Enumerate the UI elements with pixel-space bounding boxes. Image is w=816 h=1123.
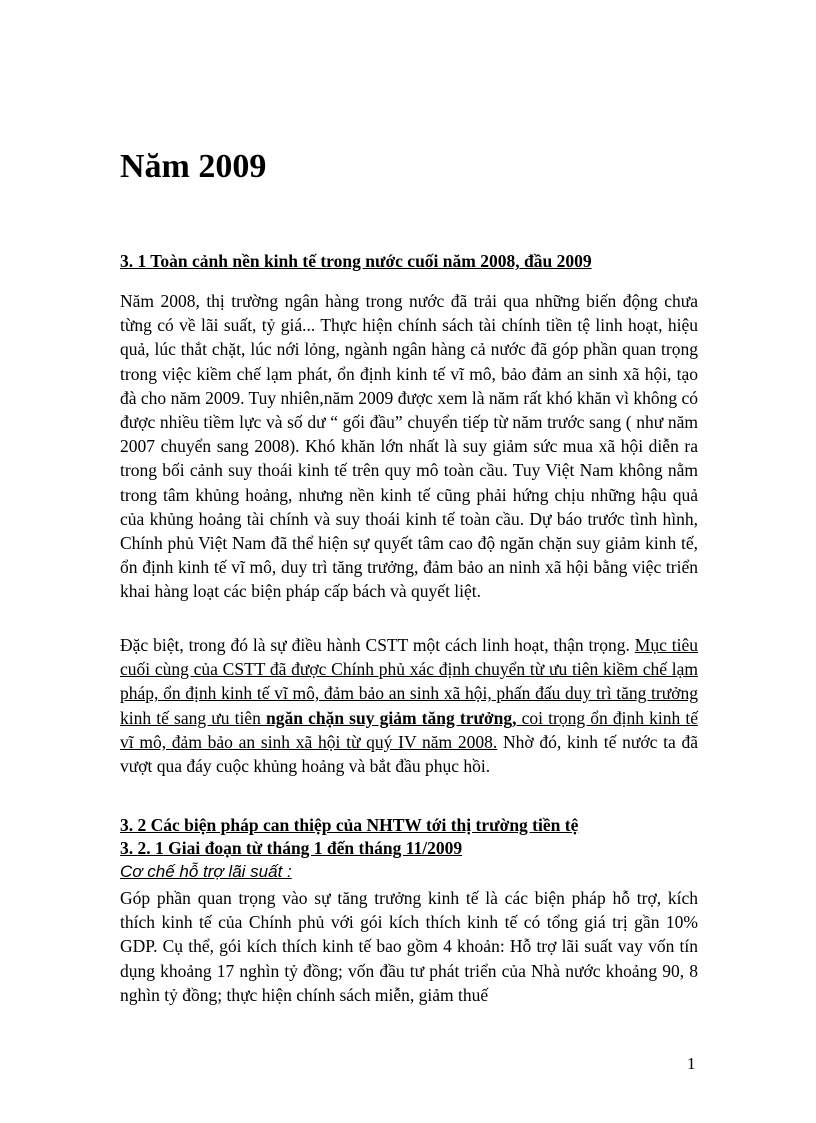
section-heading-3-1: 3. 1 Toàn cảnh nền kinh tế trong nước cuối năm 2008, đầu 2009 (120, 251, 592, 271)
paragraph-stimulus: Góp phần quan trọng vào sự tăng trưởng kinh tế là các biện pháp hỗ trợ, kích thích kinh tế của Chính phủ với gói kích thích kinh tế có tổng giá trị gần 10% GDP. Cụ thể, gói kích thích kinh tế bao gồm 4 khoản: Hỗ trợ lãi suất vay vốn tín dụng khoảng 17 nghìn tỷ đồng; vốn đầu tư phát triển của Nhà nước khoảng 90, 8 nghìn tỷ đồng; thực hiện chính sách miễn, giảm thuế (120, 888, 698, 1005)
paragraph-text-end: Nhờ đó, kinh tế nước ta đã vượt qua đáy cuộc khủng hoảng và bắt đầu phục hồi. (120, 731, 698, 777)
subheading-interest-support: Cơ chế hỗ trợ lãi suất : (120, 862, 292, 881)
page-number: 1 (687, 1054, 696, 1073)
paragraph-monetary-policy (120, 633, 698, 778)
bold-underlined-text: ngăn chặn suy giảm tăng trưởng, (265, 707, 517, 728)
underlined-text-continued: coi trọng ổn định kinh tế vĩ mô, đảm bảo an sinh xã hội từ quý IV năm 2008. (120, 707, 699, 752)
paragraph-text: Đặc biệt, trong đó là sự điều hành CSTT một cách linh hoạt, thận trọng. (120, 635, 635, 655)
section-heading-3-2: 3. 2 Các biện pháp can thiệp của NHTW tới thị trường tiền tệ (120, 815, 579, 835)
paragraph-overview: Năm 2008, thị trường ngân hàng trong nước đã trải qua những biến động chưa từng có về lãi suất, tỷ giá... Thực hiện chính sách tài chính tiền tệ linh hoạt, hiệu quả, lúc thắt chặt, lúc nới lỏng, ngành ngân hàng cả nước đã góp phần quan trọng trong việc kiềm chế lạm phát, ổn định kinh tế vĩ mô, bảo đảm an sinh xã hội, tạo đà cho năm 2009. Tuy nhiên,năm 2009 được xem là năm rất khó khăn vì không có được nhiều tiềm lực và số dư “ gối đầu” chuyển tiếp từ năm trước sang ( như năm 2007 chuyển sang 2008). Khó khăn lớn nhất là suy giảm sức mua xã hội diễn ra trong bối cảnh suy thoái kinh tế trên quy mô toàn cầu. Tuy Việt Nam không nằm trong tâm khủng hoảng, nhưng nền kinh tế cũng phải hứng chịu những hậu quả của khủng hoảng tài chính và suy thoái kinh tế toàn cầu. Dự báo trước tình hình, Chính phủ Việt Nam đã thể hiện sự quyết tâm cao độ ngăn chặn suy giảm kinh tế, ổn định kinh tế vĩ mô, duy trì tăng trưởng, đảm bảo an ninh xã hội bằng việc triển khai hàng loạt các biện pháp cấp bách và quyết liệt. (120, 291, 698, 602)
section-heading-3-2-1: 3. 2. 1 Giai đoạn từ tháng 1 đến tháng 11/2009 (120, 838, 463, 858)
underlined-text: Mục tiêu cuối cùng của CSTT đã được Chính phủ xác định chuyển từ ưu tiên kiềm chế lạm pháp, ổn định kinh tế vĩ mô, đảm bảo an sinh xã hội, phấn đấu duy trì tăng trưởng kinh tế sang ưu tiên (120, 635, 699, 728)
page-title: Năm 2009 (120, 148, 267, 185)
